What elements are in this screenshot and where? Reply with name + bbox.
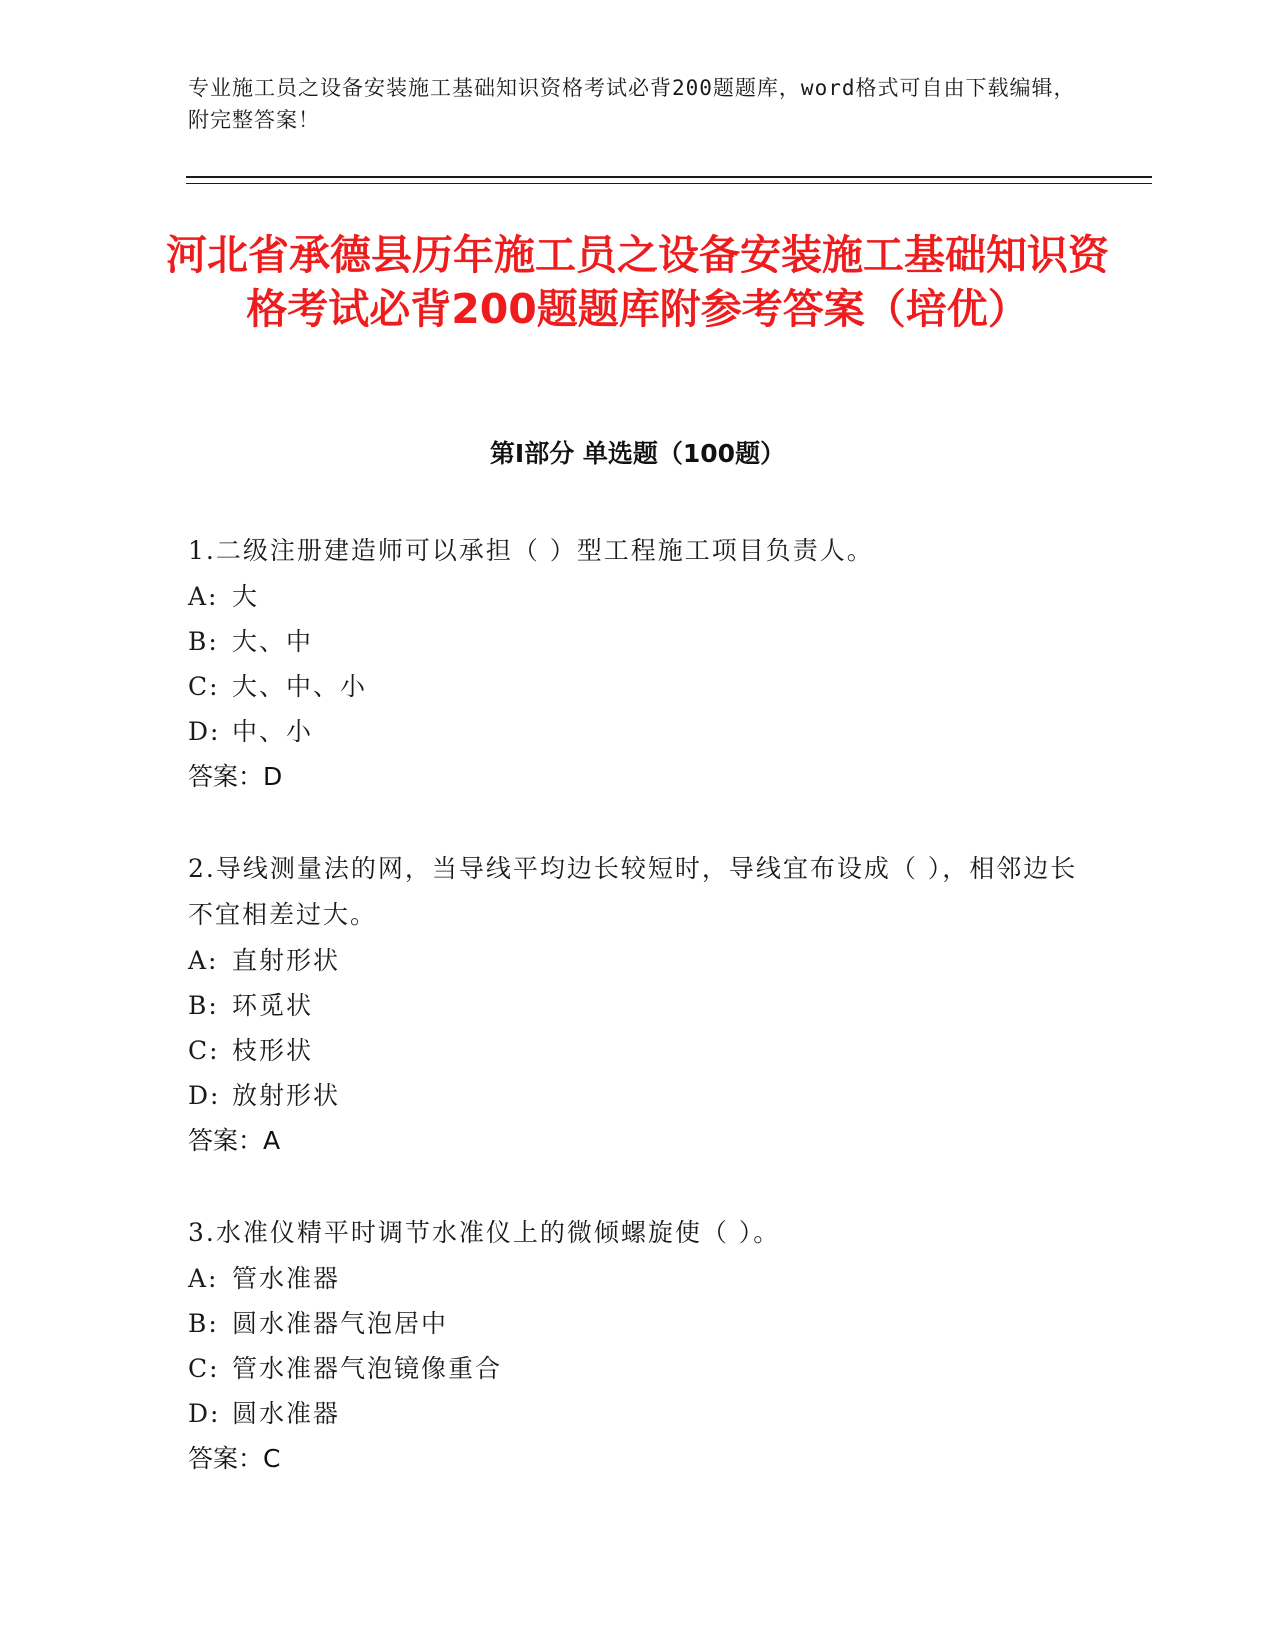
document-title: 河北省承德县历年施工员之设备安装施工基础知识资格考试必背200题题库附参考答案（培优） xyxy=(166,231,1109,333)
option-key: D: xyxy=(188,1399,221,1428)
question-list xyxy=(188,528,1078,1528)
header-rule-thin xyxy=(186,183,1152,184)
option-b xyxy=(188,983,1078,1028)
question-1 xyxy=(188,528,1078,800)
option-key: A: xyxy=(188,1264,219,1293)
option-b xyxy=(188,619,1078,664)
header-note: 专业施工员之设备安装施工基础知识资格考试必背200题题库，word格式可自由下载编辑，附完整答案！ xyxy=(188,76,1076,132)
option-c xyxy=(188,1346,1078,1391)
option-c xyxy=(188,664,1078,709)
option-c xyxy=(188,1028,1078,1073)
option-a xyxy=(188,938,1078,983)
option-key: B: xyxy=(188,991,219,1020)
option-d xyxy=(188,1073,1078,1118)
option-text: 管水准器气泡镜像重合 xyxy=(232,1354,503,1383)
section-heading: 第Ⅰ部分 单选题（100题） xyxy=(489,439,786,468)
option-key: D: xyxy=(188,717,221,746)
option-text: 圆水准器 xyxy=(232,1399,341,1428)
header-rule-thick xyxy=(186,176,1152,178)
answer-line: 答案：C xyxy=(188,1444,281,1473)
option-key: D: xyxy=(188,1081,221,1110)
option-text: 直射形状 xyxy=(232,946,341,975)
option-key: A: xyxy=(188,946,219,975)
option-text: 中、小 xyxy=(232,717,314,746)
option-text: 环觅状 xyxy=(232,991,314,1020)
option-text: 大、中、小 xyxy=(232,672,368,701)
option-a xyxy=(188,1256,1078,1301)
option-d xyxy=(188,709,1078,754)
question-stem: 3.水准仪精平时调节水准仪上的微倾螺旋使（ ）。 xyxy=(188,1218,781,1247)
option-text: 枝形状 xyxy=(232,1036,314,1065)
option-key: B: xyxy=(188,1309,219,1338)
option-key: C: xyxy=(188,1036,220,1065)
option-text: 大、中 xyxy=(232,627,314,656)
option-key: C: xyxy=(188,1354,220,1383)
question-stem: 2.导线测量法的网，当导线平均边长较短时，导线宜布设成（ ），相邻边长不宜相差过大。 xyxy=(188,854,1078,929)
answer-line: 答案：D xyxy=(188,762,283,791)
question-stem: 1.二级注册建造师可以承担（ ）型工程施工项目负责人。 xyxy=(188,536,874,565)
question-2 xyxy=(188,846,1078,1164)
option-key: A: xyxy=(188,582,219,611)
answer-line: 答案：A xyxy=(188,1126,281,1155)
option-key: B: xyxy=(188,627,219,656)
option-key: C: xyxy=(188,672,220,701)
option-text: 放射形状 xyxy=(232,1081,341,1110)
question-3 xyxy=(188,1210,1078,1482)
option-b xyxy=(188,1301,1078,1346)
option-text: 圆水准器气泡居中 xyxy=(232,1309,449,1338)
option-d xyxy=(188,1391,1078,1436)
option-text: 大 xyxy=(232,582,260,611)
option-text: 管水准器 xyxy=(232,1264,341,1293)
option-a xyxy=(188,574,1078,619)
